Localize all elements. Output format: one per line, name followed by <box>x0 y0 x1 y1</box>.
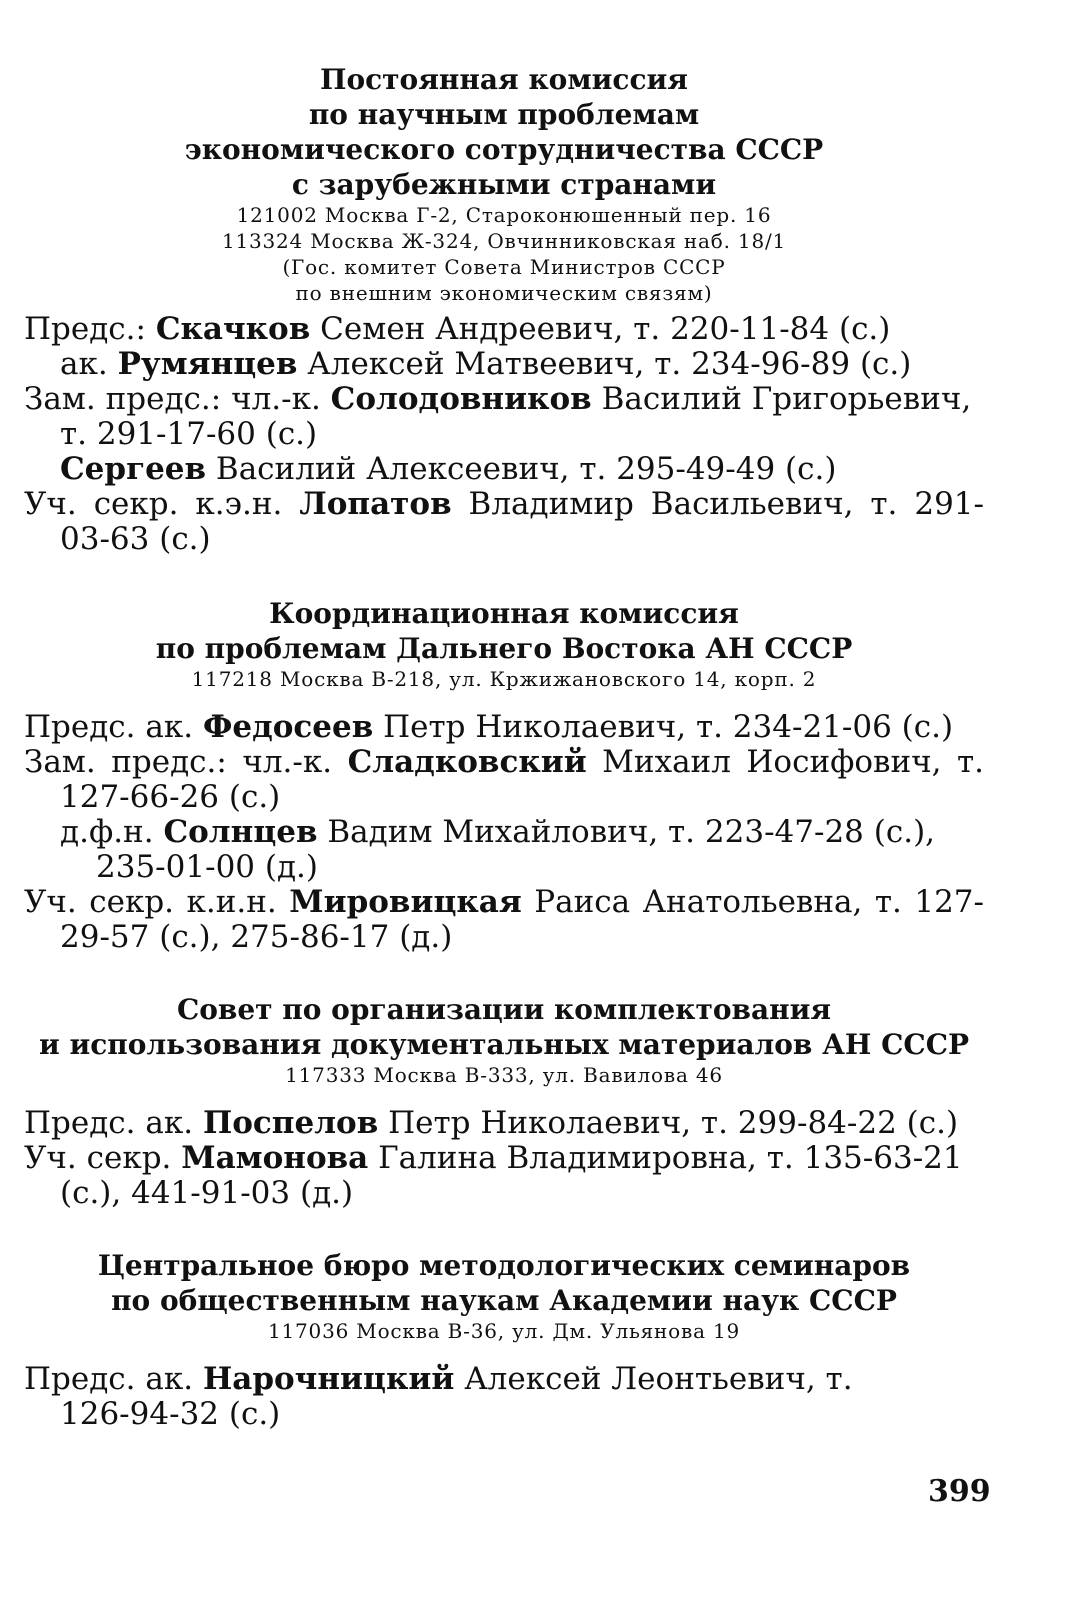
person-name: Сергеев <box>60 451 207 487</box>
person-entry: Предс. ак. Федосеев Петр Николаевич, т. 234-21-06 (с.) <box>24 709 954 745</box>
section-methodology-bureau <box>24 1248 984 1432</box>
person-entry: Предс.: Скачков Семен Андреевич, т. 220-11-84 (с.) <box>24 311 891 347</box>
person-entry: Уч. секр. к.и.н. Мировицкая Раиса Анатольевна, т. 127-29-57 (с.), 275-86-17 (д.) <box>24 884 984 955</box>
person-name: Мамонова <box>181 1140 369 1176</box>
person-name: Лопатов <box>299 486 452 522</box>
person-entry: Зам. предс.: чл.-к. Сладковский Михаил Иосифович, т. 127-66-26 (с.) <box>24 744 984 815</box>
section-heading-line: Координационная комиссия <box>269 597 739 630</box>
page-number: 399 <box>928 1474 991 1509</box>
person-entry: д.ф.н. Солнцев Вадим Михайлович, т. 223-47-28 (с.), 235-01-00 (д.) <box>60 814 936 885</box>
person-name: Федосеев <box>202 709 374 745</box>
person-name: Солодовников <box>330 381 592 417</box>
address-line: 117218 Москва В-218, ул. Кржижановского 14, корп. 2 <box>191 667 817 691</box>
address-line: 117333 Москва В-333, ул. Вавилова 46 <box>285 1063 723 1087</box>
section-far-east-commission <box>24 596 984 955</box>
person-entry: Предс. ак. Нарочницкий Алексей Леонтьевич, т. 126-94-32 (с.) <box>24 1361 853 1432</box>
person-name: Поспелов <box>202 1105 379 1141</box>
person-entry: Зам. предс.: чл.-к. Солодовников Василий Григорьевич, т. 291-17-60 (с.) <box>24 381 972 452</box>
section-heading-line: с зарубежными странами <box>291 168 717 201</box>
section-heading-line: экономического сотрудничества СССР <box>184 133 824 166</box>
person-entry: Уч. секр. к.э.н. Лопатов Владимир Васильевич, т. 291-03-63 (с.) <box>24 486 984 557</box>
person-name: Нарочницкий <box>202 1361 455 1397</box>
section-heading-line: Совет по организации комплектования <box>176 993 832 1026</box>
section-heading-line: по научным проблемам <box>308 98 700 131</box>
section-heading-line: по общественным наукам Академии наук СССР <box>111 1284 897 1317</box>
section-heading-line: Центральное бюро методологических семинаров <box>97 1249 911 1282</box>
person-entry: Предс. ак. Поспелов Петр Николаевич, т. 299-84-22 (с.) <box>24 1105 959 1141</box>
section-permanent-commission <box>24 62 984 557</box>
section-documents-council <box>24 992 984 1211</box>
section-heading-line: Постоянная комиссия <box>320 63 688 96</box>
person-name: Мировицкая <box>289 884 522 920</box>
address-line: (Гос. комитет Совета Министров СССР <box>282 255 726 279</box>
address-line: 113324 Москва Ж-324, Овчинниковская наб. 18/1 <box>221 229 787 253</box>
section-heading-line: по проблемам Дальнего Востока АН СССР <box>155 632 853 665</box>
person-name: Скачков <box>155 311 311 347</box>
person-entry: Уч. секр. Мамонова Галина Владимировна, т. 135-63-21 (с.), 441-91-03 (д.) <box>24 1140 963 1211</box>
person-name: Солнцев <box>163 814 318 850</box>
person-entry: ак. Румянцев Алексей Матвеевич, т. 234-96-89 (с.) <box>60 346 912 382</box>
person-entry: Сергеев Василий Алексеевич, т. 295-49-49 (с.) <box>60 451 837 487</box>
address-line: 121002 Москва Г-2, Староконюшенный пер. 16 <box>236 203 772 227</box>
address-line: по внешним экономическим связям) <box>295 281 713 305</box>
address-line: 117036 Москва В-36, ул. Дм. Ульянова 19 <box>267 1319 741 1343</box>
person-name: Сладковский <box>347 744 587 780</box>
section-heading-line: и использования документальных материалов АН СССР <box>38 1028 970 1061</box>
person-name: Румянцев <box>117 346 298 382</box>
